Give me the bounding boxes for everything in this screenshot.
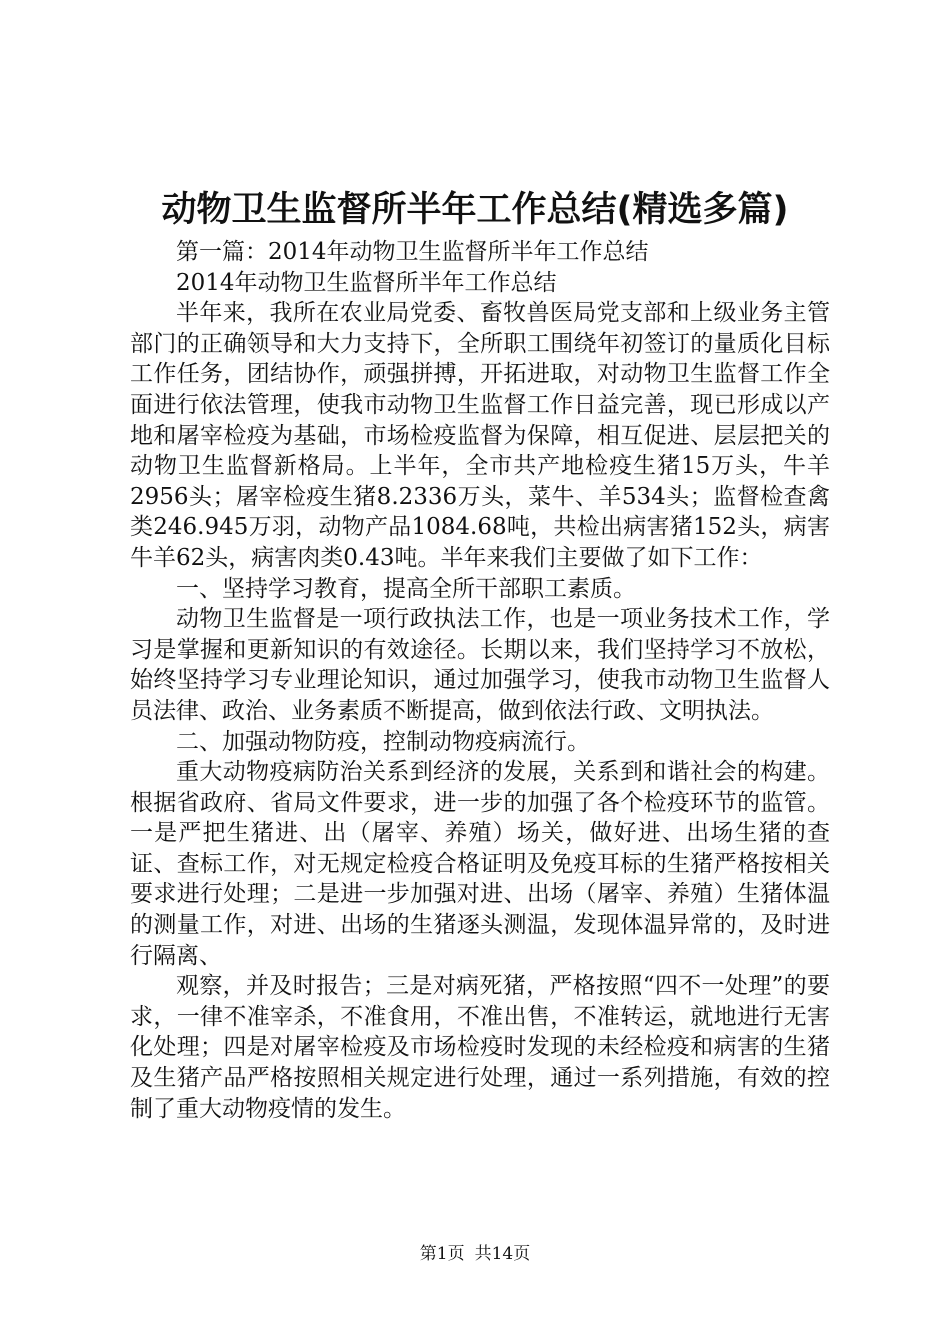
document-title: 动物卫生监督所半年工作总结(精选多篇) [161,190,789,230]
list-heading: 二、加强动物防疫，控制动物疫病流行。 [176,728,590,755]
section-heading: 第一篇：2014年动物卫生监督所半年工作总结 [176,239,649,265]
sub-title: 2014年动物卫生监督所半年工作总结 [176,269,557,296]
page-total: 共14页 [474,1244,531,1264]
document-body [130,237,830,1124]
paragraph: 动物卫生监督是一项行政执法工作，也是一项业务技术工作，学习是掌握和更新知识的有效途径。长期以来，我们坚持学习不放松，始终坚持学习专业理论知识，通过加强学习，使我市动物卫生监督人员法律、政治、业务素质不断提高，做到依法行政、文明执法。 [130,606,830,724]
list-heading: 一、坚持学习教育，提高全所干部职工素质。 [176,575,636,602]
page-number: 第1页 [419,1244,465,1264]
page-footer [0,1242,950,1266]
paragraph: 重大动物疫病防治关系到经济的发展，关系到和谐社会的构建。根据省政府、省局文件要求，进一步的加强了各个检疫环节的监管。一是严把生猪进、出（屠宰、养殖）场关，做好进、出场生猪的查证、查标工作，对无规定检疫合格证明及免疫耳标的生猪严格按相关要求进行处理；二是进一步加强对进、出场（屠宰、养殖）生猪体温的测量工作，对进、出场的生猪逐头测温，发现体温异常的，及时进行隔离、 [130,759,830,969]
paragraph: 半年来，我所在农业局党委、畜牧兽医局党支部和上级业务主管部门的正确领导和大力支持下，全所职工围绕年初签订的量质化目标工作任务，团结协作，顽强拼搏，开拓进取，对动物卫生监督工作全面进行依法管理，使我市动物卫生监督工作日益完善，现已形成以产地和屠宰检疫为基础，市场检疫监督为保障，相互促进、层层把关的动物卫生监督新格局。上半年，全市共产地检疫生猪15万头，牛羊2956头；屠宰检疫生猪8.2336万头，菜牛、羊534头；监督检查禽类246.945万羽，动物产品1084.68吨，共检出病害猪152头，病害牛羊62头，病害肉类0.43吨。半年来我们主要做了如下工作： [130,300,830,571]
paragraph: 观察，并及时报告；三是对病死猪，严格按照“四不一处理”的要求，一律不准宰杀，不准食用，不准出售，不准转运，就地进行无害化处理；四是对屠宰检疫及市场检疫时发现的未经检疫和病害的生猪及生猪产品严格按照相关规定进行处理，通过一系列措施，有效的控制了重大动物疫情的发生。 [130,973,830,1122]
